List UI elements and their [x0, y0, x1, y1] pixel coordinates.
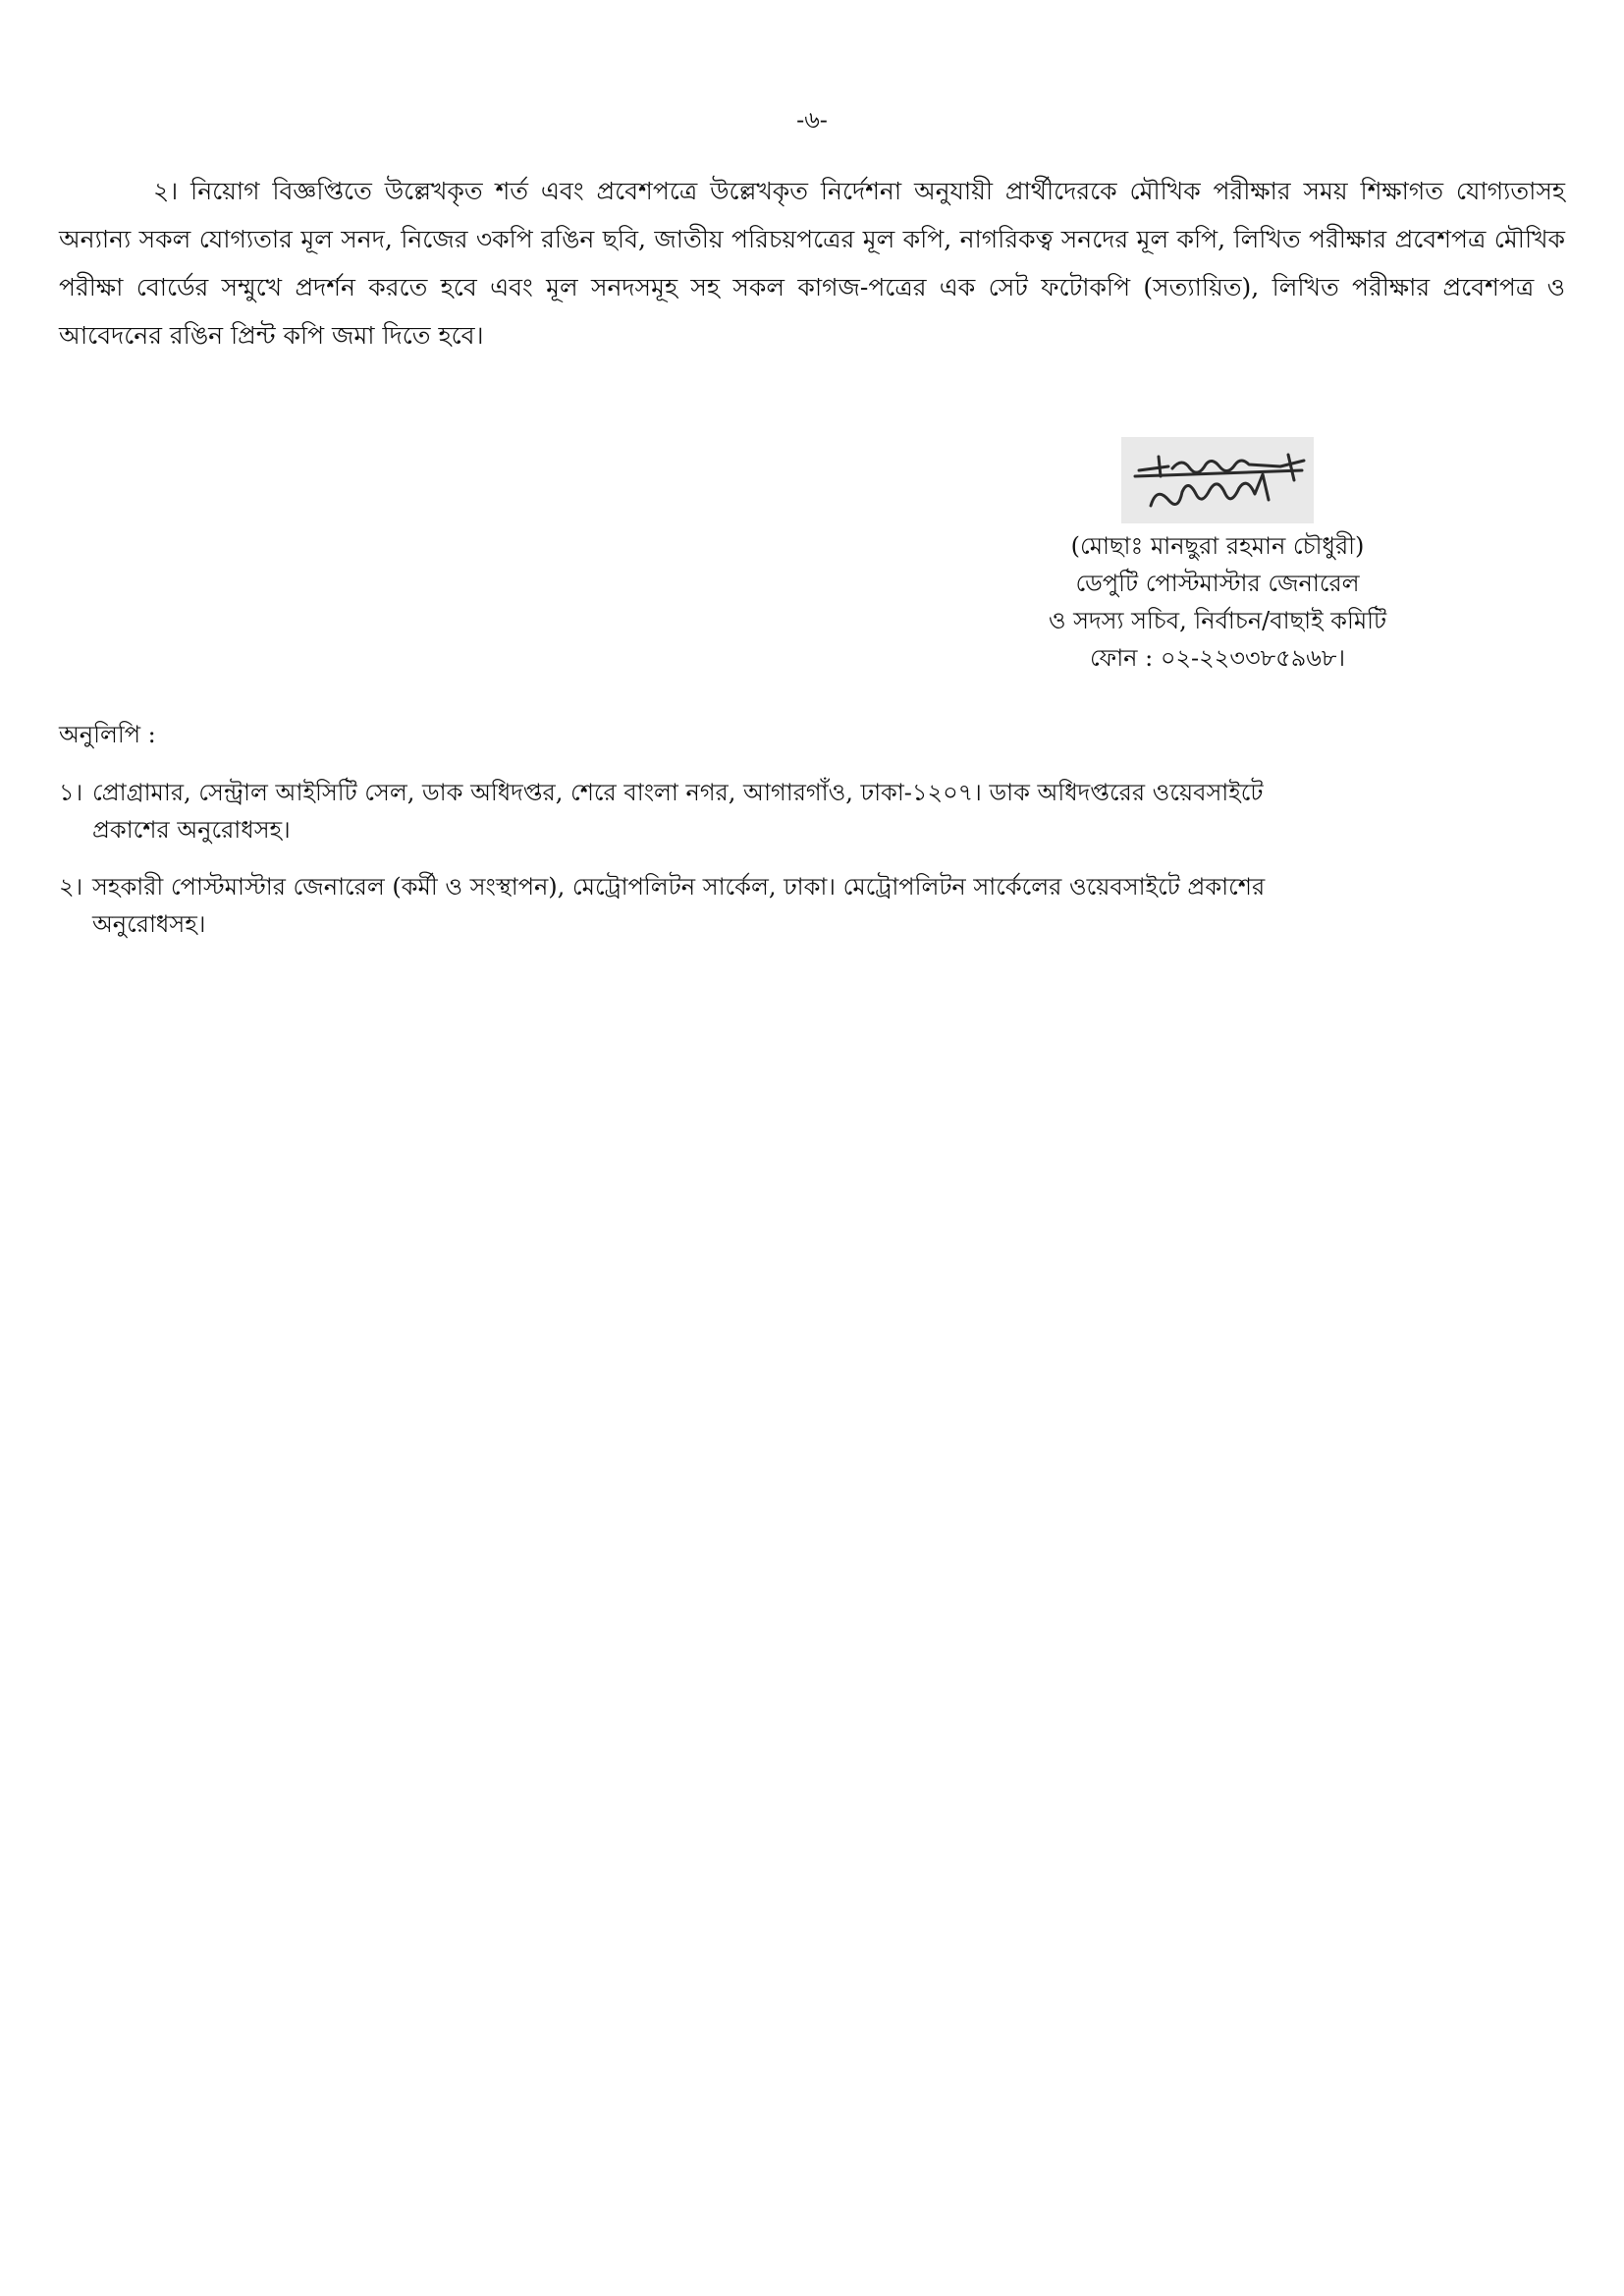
copy-item-line: প্রকাশের অনুরোধসহ।: [92, 816, 291, 844]
copy-section: [59, 717, 1434, 962]
copy-item: [59, 774, 1398, 848]
signatory-designation: ডেপুটি পোস্টমাস্টার জেনারেল: [1075, 570, 1360, 597]
body-paragraph: ২। নিয়োগ বিজ্ঞপ্তিতে উল্লেখকৃত শর্ত এবং প্রবেশপত্রে উল্লেখকৃত নির্দেশনা অনুযায়ী প্রার্থীদেরকে মৌখিক পরীক্ষার সময় শিক্ষাগত যোগ্যতাসহ অন্যান্য সকল যোগ্যতার মূল সনদ, নিজের ৩কপি রঙিন ছবি, জাতীয় পরিচয়পত্রের মূল কপি, নাগরিকত্ব সনদের মূল কপি, লিখিত পরীক্ষার প্রবেশপত্র মৌখিক পরীক্ষা বোর্ডের সম্মুখে প্রদর্শন করতে হবে এবং মূল সনদসমূহ সহ সকল কাগজ-পত্রের এক সেট ফটোকপি (সত্যায়িত), লিখিত পরীক্ষার প্রবেশপত্র ও আবেদনের রঙিন প্রিন্ট কপি জমা দিতে হবে।: [59, 177, 1565, 350]
copy-item-number: ১।: [59, 779, 83, 806]
copy-item-line: সহকারী পোস্টমাস্টার জেনারেল (কর্মী ও সংস্থাপন), মেট্রোপলিটন সার্কেল, ঢাকা। মেট্রোপলিটন সার্কেলের ওয়েবসাইটে প্রকাশের: [92, 873, 1266, 901]
copy-item-line: অনুরোধসহ।: [92, 910, 206, 938]
copy-heading: অনুলিপি :: [59, 721, 156, 748]
page-number: -৬-: [796, 106, 828, 134]
signatory-role: ও সদস্য সচিব, নির্বাচন/বাছাই কমিটি: [1048, 607, 1387, 634]
signature-block: [982, 437, 1453, 677]
copy-item: [59, 868, 1398, 943]
copy-item-line: প্রোগ্রামার, সেন্ট্রাল আইসিটি সেল, ডাক অধিদপ্তর, শেরে বাংলা নগর, আগারগাঁও, ঢাকা-১২০৭। ডাক অধিদপ্তরের ওয়েবসাইটে: [92, 779, 1264, 806]
signature-image: [1121, 437, 1314, 523]
signatory-name: (মোছাঃ মানছুরা রহমান চৌধুরী): [1070, 532, 1365, 560]
signatory-phone: ফোন : ০২-২২৩৩৮৫৯৬৮।: [1089, 644, 1346, 672]
copy-item-number: ২।: [59, 873, 83, 901]
